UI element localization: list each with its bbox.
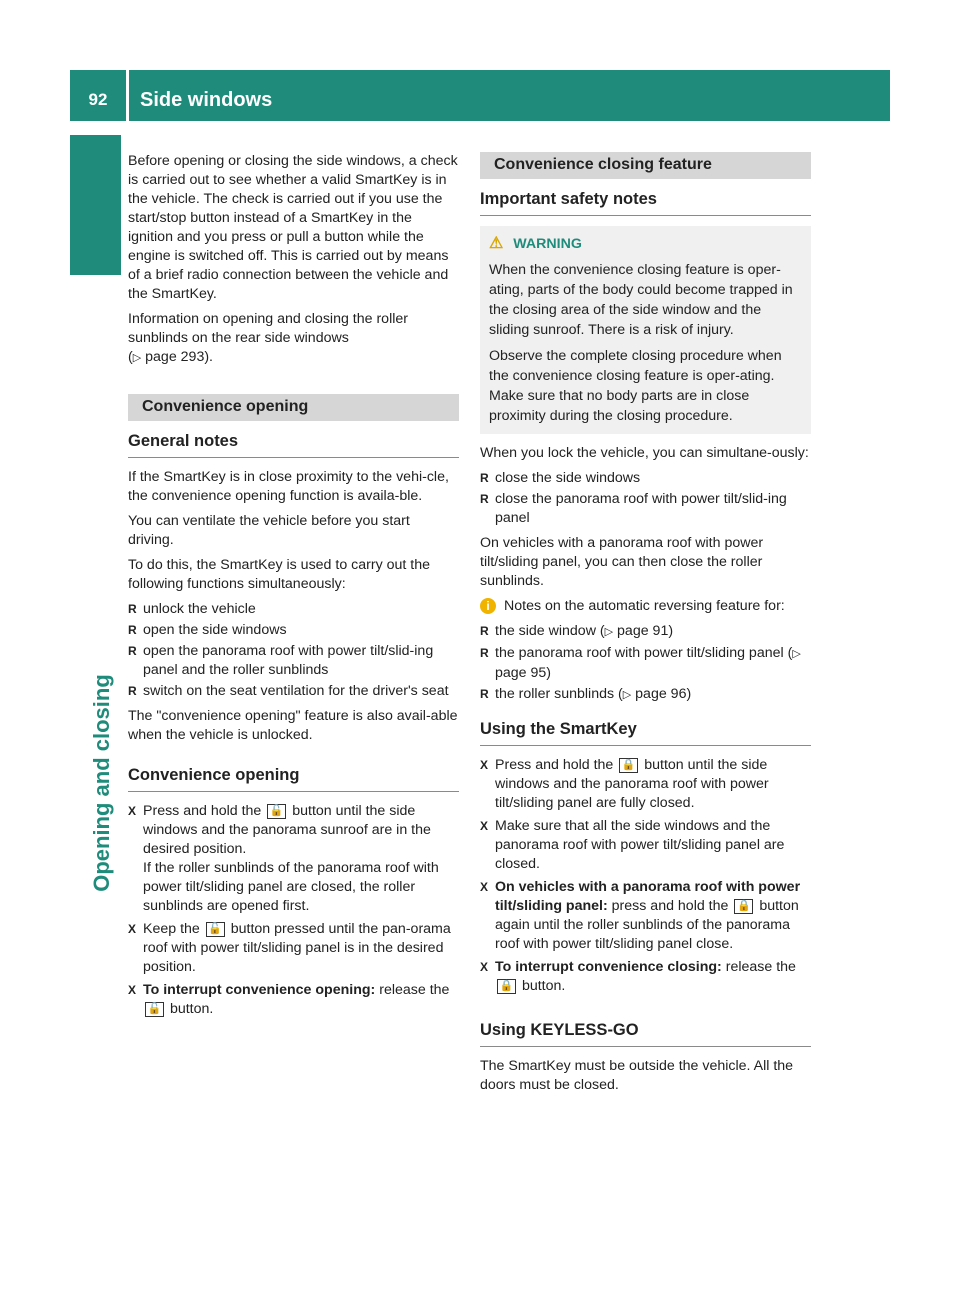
sunblinds-reference: Information on opening and closing the roller sunblinds on the rear side windows (▷ page 293).: [128, 311, 408, 365]
heading-using-smartkey: Using the SmartKey: [480, 717, 811, 746]
functions-list: [128, 600, 459, 701]
sunblinds-paragraph: On vehicles with a panorama roof with power tilt/sliding panel, you can then close the roller sunblinds.: [480, 535, 764, 589]
list-item: R the panorama roof with power tilt/sliding panel (▷ page 95): [480, 644, 811, 683]
step-arrow-icon: X: [128, 804, 137, 818]
step-check-closed: X Make sure that all the side windows and the panorama roof with power tilt/sliding panel are closed.: [480, 818, 785, 872]
list-item: R the side window (▷ page 91): [480, 622, 811, 642]
list-item: R open the panorama roof with power tilt/slid-ing panel and the roller sunblinds: [128, 642, 459, 680]
list-item: R the roller sunblinds (▷ page 96): [480, 685, 811, 705]
heading-convenience-opening: Convenience opening: [128, 763, 459, 792]
step-arrow-icon: X: [480, 880, 489, 894]
lock-icon: 🔒: [619, 758, 638, 773]
info-note: i Notes on the automatic reversing feature for:: [480, 597, 811, 616]
warning-p1: When the convenience closing feature is oper-ating, parts of the body could become trapped in the closing area of the side window and the sliding sunroof. There is a risk of injury.: [489, 262, 793, 338]
step-arrow-icon: X: [128, 983, 137, 997]
general-notes-p2: You can ventilate the vehicle before you start driving.: [128, 513, 410, 548]
right-column: [480, 152, 811, 1101]
page-ref-arrow-icon: ▷: [132, 352, 142, 364]
step-press-hold-lock: X Press and hold the 🔒 button until the side windows and the panorama roof with power tilt/sliding panel are fully closed.: [480, 757, 769, 811]
general-notes-p1: If the SmartKey is in close proximity to the vehi-cle, the convenience opening function is availa-ble.: [128, 469, 449, 504]
lock-icon: 🔒: [734, 899, 753, 914]
left-column: [128, 152, 459, 1023]
lock-icon: 🔒: [497, 979, 516, 994]
page-link[interactable]: page 95): [495, 665, 552, 681]
page-link[interactable]: page 293).: [145, 349, 213, 365]
page-header: [70, 70, 890, 121]
list-item: R close the panorama roof with power tilt/slid-ing panel: [480, 490, 811, 528]
list-item: R open the side windows: [128, 621, 459, 640]
info-icon: i: [480, 598, 496, 614]
header-divider: [126, 70, 129, 121]
list-item: R unlock the vehicle: [128, 600, 459, 619]
list-item: R close the side windows: [480, 469, 811, 488]
page-link[interactable]: page 96): [635, 686, 692, 702]
heading-general-notes: General notes: [128, 429, 459, 458]
warning-p2: Observe the complete closing procedure when the convenience closing feature is oper-ating. Make sure that no body parts are in close proximity during the closing procedure.: [489, 348, 782, 424]
lock-list: [480, 469, 811, 528]
chapter-label: [82, 620, 122, 960]
unlock-icon: 🔓: [206, 922, 225, 937]
step-press-hold: X Press and hold the 🔓 button until the side windows and the panorama sunroof are in the desired position. If the roller sunblinds of the panorama roof with power tilt/sliding panel are closed, the roller sunblinds are opened first.: [128, 803, 439, 914]
general-notes-p3: To do this, the SmartKey is used to carry out the following functions simultaneously:: [128, 557, 431, 592]
warning-box: [480, 226, 811, 434]
section-bar-convenience-opening: Convenience opening: [128, 394, 459, 421]
step-panorama-roof: X On vehicles with a panorama roof with power tilt/sliding panel: press and hold the 🔒 button again until the roller sunblinds of the panorama roof with power tilt/sliding panel close.: [480, 879, 801, 952]
page-number: 92: [88, 90, 108, 109]
chapter-title: Opening and closing: [89, 674, 114, 892]
page-ref-arrow-icon: ▷: [622, 689, 632, 701]
reversing-list: [480, 622, 811, 705]
intro-paragraph: Before opening or closing the side windows, a check is carried out to see whether a valid SmartKey is in the vehicle. The check is carried out if you use the start/stop button instead of a SmartKey in the ignition and you press or pull a button while the engine is switched off. This is carried out by means of a brief radio connection between the vehicle and the SmartKey.: [128, 153, 458, 302]
heading-using-keyless-go: Using KEYLESS-GO: [480, 1018, 811, 1047]
unlock-icon: 🔓: [145, 1002, 164, 1017]
page-title: Side windows: [140, 89, 273, 111]
keyless-paragraph: The SmartKey must be outside the vehicle. All the doors must be closed.: [480, 1058, 794, 1093]
heading-safety-notes: Important safety notes: [480, 187, 811, 216]
general-notes-p4: The "convenience opening" feature is also avail-able when the vehicle is unlocked.: [128, 708, 458, 743]
warning-icon: ⚠: [489, 235, 504, 252]
page-ref-arrow-icon: ▷: [604, 626, 614, 638]
lock-paragraph: When you lock the vehicle, you can simultane-ously:: [480, 445, 809, 461]
step-arrow-icon: X: [480, 819, 489, 833]
step-keep-pressed: X Keep the 🔓 button pressed until the pan-orama roof with power tilt/sliding panel is in the desired position.: [128, 921, 451, 975]
step-arrow-icon: X: [480, 960, 489, 974]
step-interrupt-closing: X To interrupt convenience closing: release the 🔒 button.: [480, 959, 796, 994]
step-interrupt-opening: X To interrupt convenience opening: release the 🔓 button.: [128, 982, 450, 1017]
warning-title: ⚠ WARNING: [489, 235, 582, 252]
section-bar-convenience-closing: Convenience closing feature: [480, 152, 811, 179]
page-ref-arrow-icon: ▷: [792, 648, 801, 660]
page-link[interactable]: page 91): [617, 623, 674, 639]
list-item: R switch on the seat ventilation for the driver's seat: [128, 682, 459, 701]
step-arrow-icon: X: [128, 922, 137, 936]
unlock-icon: 🔓: [267, 804, 286, 819]
step-arrow-icon: X: [480, 758, 489, 772]
chapter-tab: [70, 135, 121, 275]
